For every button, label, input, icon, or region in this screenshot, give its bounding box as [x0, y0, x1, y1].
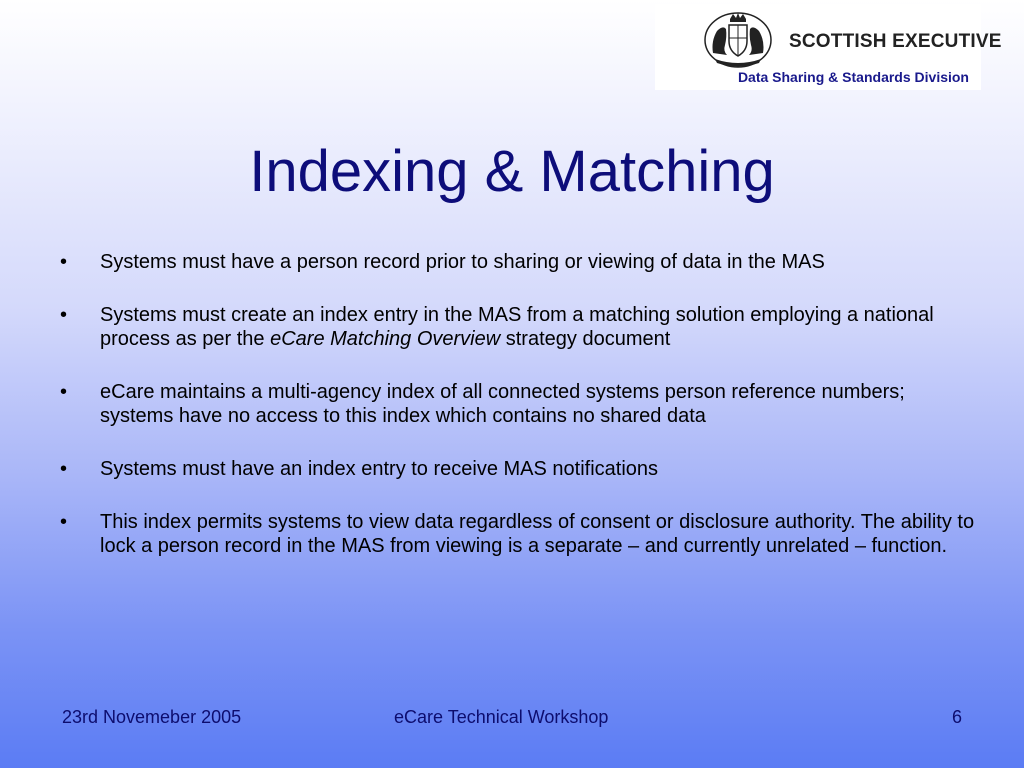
organisation-name: SCOTTISH EXECUTIVE: [789, 31, 1002, 52]
footer-event-name: eCare Technical Workshop: [394, 707, 609, 727]
slide-title: Indexing & Matching: [249, 139, 775, 204]
bullet-text: Systems must have an index entry to receive MAS notifications: [100, 458, 659, 480]
bullet-text: Systems must create an index entry in the MAS from a matching solution employing a national process as per the: [100, 304, 934, 350]
bullet-list: [60, 250, 980, 587]
bullet-text: This index permits systems to view data regardless of consent or disclosure authority. The ability to lock a person record in the MAS from viewing is a separate – and currently unrelated – function.: [100, 511, 975, 557]
footer-date: 23rd Novemeber 2005: [62, 707, 242, 727]
bullet-marker: •: [60, 458, 68, 480]
bullet-text-end: strategy document: [500, 328, 671, 350]
bullet-item: [60, 457, 980, 481]
scottish-executive-logo: [655, 4, 1002, 90]
bullet-marker: •: [60, 511, 68, 533]
document-reference: eCare Matching Overview: [270, 328, 501, 350]
bullet-item: [60, 380, 980, 428]
bullet-item: [60, 510, 980, 558]
division-name: Data Sharing & Standards Division: [737, 69, 969, 85]
bullet-item: [60, 303, 980, 351]
bullet-marker: •: [60, 381, 68, 403]
bullet-text: Systems must have a person record prior to sharing or viewing of data in the MAS: [100, 251, 825, 273]
bullet-text: eCare maintains a multi-agency index of all connected systems person reference numbers; systems have no access to this index which contains no shared data: [100, 381, 905, 427]
royal-coat-of-arms-icon: [703, 11, 773, 69]
bullet-item: [60, 250, 980, 274]
bullet-marker: •: [60, 304, 68, 326]
slide-number: 6: [951, 707, 962, 727]
bullet-marker: •: [60, 251, 68, 273]
